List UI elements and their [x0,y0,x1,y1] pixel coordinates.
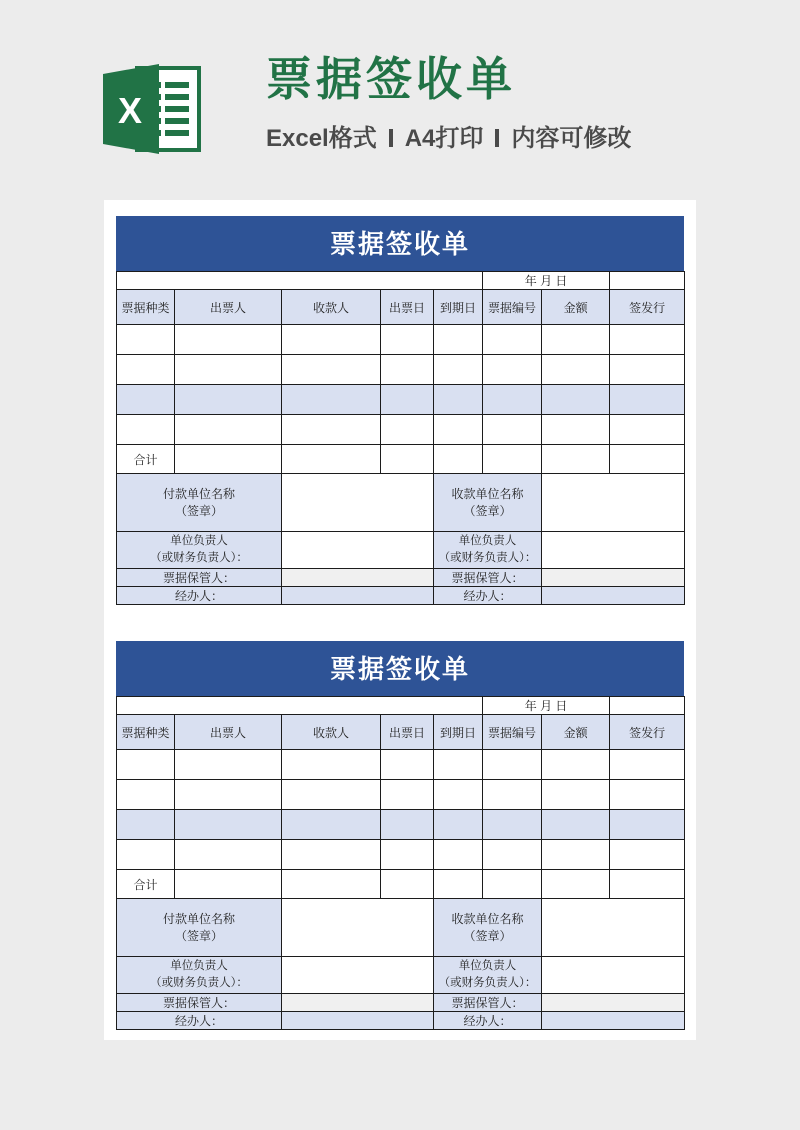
form-title: 票据签收单 [116,641,684,696]
responsible-label: 单位负责人 （或财务负责人）： [434,957,542,994]
table-cell[interactable] [381,445,434,474]
form-title: 票据签收单 [116,216,684,271]
handler-label: 经办人： [117,587,282,605]
table-row [117,385,685,415]
col-header: 出票日 [381,715,434,750]
table-cell[interactable] [434,385,483,415]
table-row [117,415,685,445]
responsible-input[interactable] [282,957,434,994]
table-cell[interactable] [381,385,434,415]
payee-label: 收款单位名称 （签章） [434,899,542,957]
table-cell[interactable] [542,415,610,445]
table-cell[interactable] [117,355,175,385]
table-cell[interactable] [381,750,434,780]
col-header: 到期日 [434,715,483,750]
table-cell[interactable] [483,355,542,385]
receipt-table [116,696,685,1030]
table-row [117,840,685,870]
page-title: 票据签收单 [266,53,516,105]
table-row [117,810,685,840]
col-header: 出票人 [175,715,282,750]
custodian-label: 票据保管人： [434,569,542,587]
table-cell[interactable] [542,355,610,385]
table-cell[interactable] [175,840,282,870]
table-cell[interactable] [381,840,434,870]
col-header: 票据种类 [117,290,175,325]
col-header: 票据编号 [483,715,542,750]
payee-label: 收款单位名称 （签章） [434,474,542,532]
table-cell[interactable] [175,810,282,840]
table-cell[interactable] [542,810,610,840]
table-cell[interactable] [175,780,282,810]
handler-label: 经办人： [117,1012,282,1030]
col-header: 金额 [542,715,610,750]
col-header: 票据编号 [483,290,542,325]
col-header: 到期日 [434,290,483,325]
payer-input[interactable] [282,474,434,532]
table-cell[interactable] [282,445,381,474]
handler-input[interactable] [542,587,685,605]
table-cell[interactable] [381,415,434,445]
receipt-form-2 [116,641,684,1030]
table-cell[interactable] [117,325,175,355]
table-cell[interactable] [483,840,542,870]
table-cell[interactable] [542,385,610,415]
table-cell[interactable] [117,415,175,445]
page-subtitle: Excel格式 A4打印 内容可修改 [266,125,632,152]
total-label: 合计 [117,445,175,474]
blank-cell[interactable] [610,697,685,715]
responsible-input[interactable] [282,532,434,569]
date-label: 年 月 日 [483,272,610,290]
table-cell[interactable] [483,870,542,899]
table-cell[interactable] [542,445,610,474]
table-cell[interactable] [483,415,542,445]
table-cell[interactable] [282,840,381,870]
table-cell[interactable] [610,385,685,415]
responsible-label: 单位负责人 （或财务负责人）： [117,957,282,994]
receipt-form-1 [116,216,684,605]
table-cell[interactable] [434,750,483,780]
table-cell[interactable] [542,780,610,810]
table-cell[interactable] [381,780,434,810]
col-header: 出票日 [381,290,434,325]
table-cell[interactable] [610,750,685,780]
table-cell[interactable] [282,385,381,415]
table-cell[interactable] [610,415,685,445]
table-cell[interactable] [282,325,381,355]
responsible-input[interactable] [542,532,685,569]
table-cell[interactable] [175,870,282,899]
table-cell[interactable] [175,325,282,355]
table-cell[interactable] [434,840,483,870]
table-cell[interactable] [117,750,175,780]
custodian-label: 票据保管人： [434,994,542,1012]
table-cell[interactable] [282,415,381,445]
table-cell[interactable] [175,385,282,415]
col-header: 收款人 [282,290,381,325]
col-header: 签发行 [610,715,685,750]
table-row [117,325,685,355]
table-cell[interactable] [117,810,175,840]
payee-input[interactable] [542,899,685,957]
col-header: 金额 [542,290,610,325]
handler-label: 经办人： [434,587,542,605]
table-cell[interactable] [542,325,610,355]
table-cell[interactable] [434,870,483,899]
table-row [117,780,685,810]
total-row [117,445,685,474]
table-cell[interactable] [175,355,282,385]
custodian-label: 票据保管人： [117,994,282,1012]
payer-input[interactable] [282,899,434,957]
responsible-label: 单位负责人 （或财务负责人）： [434,532,542,569]
blank-cell[interactable] [117,697,483,715]
table-cell[interactable] [282,750,381,780]
table-cell[interactable] [117,780,175,810]
table-row [117,750,685,780]
table-cell[interactable] [483,750,542,780]
table-cell[interactable] [117,840,175,870]
custodian-input[interactable] [282,994,434,1012]
table-cell[interactable] [483,325,542,355]
table-cell[interactable] [610,870,685,899]
page-header [0,0,800,200]
col-header: 签发行 [610,290,685,325]
table-cell[interactable] [434,415,483,445]
custodian-label: 票据保管人： [117,569,282,587]
custodian-input[interactable] [542,994,685,1012]
table-cell[interactable] [483,810,542,840]
table-cell[interactable] [610,355,685,385]
table-cell[interactable] [434,810,483,840]
table-cell[interactable] [542,870,610,899]
custodian-input[interactable] [282,569,434,587]
table-cell[interactable] [282,870,381,899]
table-cell[interactable] [610,445,685,474]
table-cell[interactable] [610,780,685,810]
table-cell[interactable] [434,780,483,810]
table-cell[interactable] [381,355,434,385]
table-cell[interactable] [483,780,542,810]
blank-cell[interactable] [610,272,685,290]
table-cell[interactable] [483,385,542,415]
excel-icon [103,62,207,156]
table-cell[interactable] [434,325,483,355]
table-cell[interactable] [282,780,381,810]
date-label: 年 月 日 [483,697,610,715]
handler-input[interactable] [282,1012,434,1030]
custodian-input[interactable] [542,569,685,587]
handler-input[interactable] [542,1012,685,1030]
col-header: 出票人 [175,290,282,325]
table-cell[interactable] [175,415,282,445]
table-cell[interactable] [610,840,685,870]
table-cell[interactable] [117,385,175,415]
table-cell[interactable] [282,355,381,385]
svg-text:X: X [117,90,143,131]
total-label: 合计 [117,870,175,899]
table-cell[interactable] [381,810,434,840]
table-cell[interactable] [434,445,483,474]
blank-cell[interactable] [117,272,483,290]
payer-label: 付款单位名称 （签章） [117,474,282,532]
receipt-table [116,271,685,605]
total-row [117,870,685,899]
payer-label: 付款单位名称 （签章） [117,899,282,957]
table-cell[interactable] [542,840,610,870]
table-cell[interactable] [542,750,610,780]
handler-input[interactable] [282,587,434,605]
table-cell[interactable] [610,810,685,840]
table-cell[interactable] [175,445,282,474]
table-cell[interactable] [381,325,434,355]
handler-label: 经办人： [434,1012,542,1030]
table-cell[interactable] [483,445,542,474]
table-cell[interactable] [434,355,483,385]
payee-input[interactable] [542,474,685,532]
table-cell[interactable] [610,325,685,355]
col-header: 票据种类 [117,715,175,750]
table-cell[interactable] [175,750,282,780]
col-header: 收款人 [282,715,381,750]
responsible-label: 单位负责人 （或财务负责人）： [117,532,282,569]
responsible-input[interactable] [542,957,685,994]
table-row [117,355,685,385]
table-cell[interactable] [282,810,381,840]
table-cell[interactable] [381,870,434,899]
